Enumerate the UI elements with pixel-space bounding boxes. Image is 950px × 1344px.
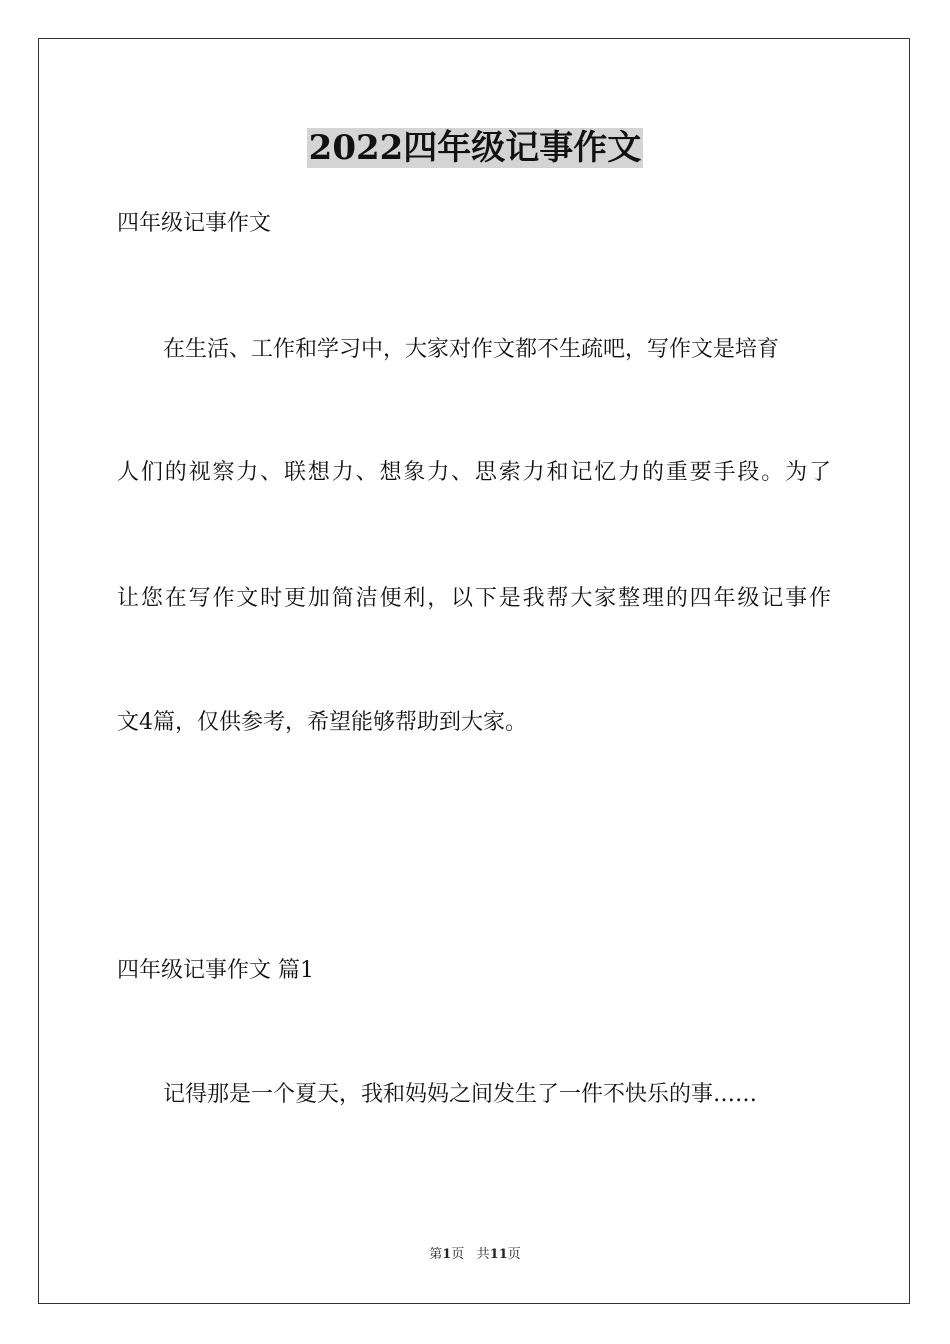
page-footer: [0, 1246, 950, 1264]
footer-page-number: 1: [442, 1247, 452, 1262]
intro-line-2: 人们的视察力、联想力、想象力、思索力和记忆力的重要手段。为了: [117, 460, 831, 485]
section-heading: 四年级记事作文 篇1: [117, 958, 314, 983]
footer-total-pages: 11: [489, 1247, 508, 1262]
document-title: [0, 126, 950, 170]
intro-line-3: 让您在写作文时更加简洁便利，以下是我帮大家整理的四年级记事作: [117, 586, 831, 611]
document-title-text: 2022四年级记事作文: [308, 128, 642, 168]
section-first-line: 记得那是一个夏天，我和妈妈之间发生了一件不快乐的事……: [163, 1082, 758, 1107]
intro-line-1: 在生活、工作和学习中，大家对作文都不生疏吧，写作文是培育: [163, 337, 780, 362]
footer-total-prefix: 共: [476, 1247, 490, 1262]
document-subtitle: 四年级记事作文: [117, 211, 272, 236]
footer-page-prefix: 第: [429, 1247, 443, 1262]
footer-page-suffix: 页: [451, 1247, 465, 1262]
footer-total-suffix: 页: [507, 1247, 521, 1262]
intro-line-4: 文4篇，仅供参考，希望能够帮助到大家。: [117, 710, 527, 735]
